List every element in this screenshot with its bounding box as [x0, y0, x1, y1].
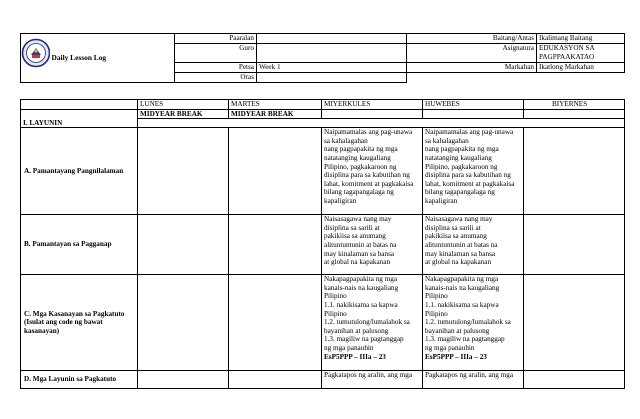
cell-fri-break: [524, 109, 625, 119]
time-value[interactable]: [257, 73, 407, 83]
subject-label: Asignatura: [407, 44, 537, 63]
cell-b-tue[interactable]: [229, 215, 322, 275]
midyear-break-mon: MIDYEAR BREAK: [138, 109, 229, 119]
time-label: Oras: [175, 73, 257, 83]
quarter-label: Markahan: [407, 63, 537, 73]
section-title-span: [138, 119, 625, 128]
cell-d-tue[interactable]: [229, 371, 322, 389]
competency-code: EsP5PPP – IIIa – 23: [425, 352, 487, 361]
quarter-value[interactable]: Ikatlong Markahan: [537, 63, 625, 73]
row-label-c: C. Mga Kasanayan sa Pagkatuto (Isulat ang code ng bawat kasanayan): [21, 275, 138, 371]
cell-b-mon[interactable]: [138, 215, 229, 275]
corner-cell: [21, 100, 138, 110]
cell-c-wed[interactable]: Nakapagpapakita ng mga kanais-nais na kaugaliang Pilipino 1.1. nakikisama sa kapwa Pilipino 1.2. tumutulong/lumalahok sa bayanihan at palusong 1.3. magiliw na pagtanggap ng mga panauhin EsP5PPP – IIIa – 23: [322, 275, 423, 371]
cell-a-mon[interactable]: [138, 128, 229, 215]
cell-a-thu[interactable]: Naipamamalas ang pag-unawa sa kahalagahan nang pagpapakita ng mga natatanging kaugaliang Pilipino, pagkakaroon ng disiplina para sa kabutihan ng lahat, komitment at pagkakaisa bilang tagapangalaga ng kapaligiran: [423, 128, 524, 215]
cell-b-fri[interactable]: [524, 215, 625, 275]
date-label: Petsa: [175, 63, 257, 73]
cell-d-mon[interactable]: [138, 371, 229, 389]
cell-b-thu[interactable]: Naisasagawa nang may disiplina sa sarili at pakikiisa sa anumang alituntuntunin at batas na may kinalaman sa bansa at global na kapakanan: [423, 215, 524, 275]
day-header-tue: MARTES: [229, 100, 322, 110]
deped-seal-icon: [21, 34, 50, 72]
cell-d-fri[interactable]: [524, 371, 625, 389]
day-header-thu: HUWEBES: [423, 100, 524, 110]
deped-seal: [21, 34, 50, 83]
cell-a-wed[interactable]: Naipamamalas ang pag-unawa sa kahalagahan nang pagpapakita ng mga natatanging kaugaliang Pilipino, pagkakaroon ng disiplina para sa kabutihan ng lahat, komitment at pagkakaisa bilang tagapangalaga ng kapaligiran: [322, 128, 423, 215]
cell-c-thu[interactable]: Nakapagpapakita ng mga kanais-nais na kaugaliang Pilipino 1.1. nakikisama sa kapwa Pilipino 1.2. tumutulong/lumalahok sa bayanihan at palusong 1.3. magiliw na pagtanggap ng mga panauhin EsP5PPP – IIIa – 23: [423, 275, 524, 371]
cell-c-tue[interactable]: [229, 275, 322, 371]
row-label-d: D. Mga Layunin sa Pagkatuto: [21, 371, 138, 389]
school-label: Paaralan: [175, 34, 257, 44]
section-title-cell: [21, 109, 138, 119]
cell-d-thu[interactable]: Pagkatapos ng aralin, ang mga: [423, 371, 524, 389]
lesson-log-table: [20, 99, 625, 389]
cell-c-fri[interactable]: [524, 275, 625, 371]
grade-value[interactable]: Ikalimang Baitang: [537, 34, 625, 44]
section-title: I. LAYUNIN: [21, 119, 138, 128]
cell-c-mon[interactable]: [138, 275, 229, 371]
header-table: [20, 33, 625, 83]
subject-value[interactable]: EDUKASYON SA PAGPPAAKATAO: [537, 44, 625, 63]
cell-wed-break: [322, 109, 423, 119]
day-header-wed: MIYERKULES: [322, 100, 423, 110]
row-label-b: B. Pamantayan sa Pagganap: [21, 215, 138, 275]
school-value[interactable]: [257, 34, 407, 44]
empty-cell: [537, 73, 625, 83]
dll-title: Daily Lesson Log: [51, 52, 107, 62]
teacher-label: Guro: [175, 44, 257, 63]
midyear-break-tue: MIDYEAR BREAK: [229, 109, 322, 119]
day-header-mon: LUNES: [138, 100, 229, 110]
cell-thu-break: [423, 109, 524, 119]
cell-b-wed[interactable]: Naisasagawa nang may disiplina sa sarili at pakikiisa sa anumang alituntuntunin at batas na may kinalaman sa bansa at global na kapakanan: [322, 215, 423, 275]
cell-a-fri[interactable]: [524, 128, 625, 215]
empty-cell: [407, 73, 537, 83]
row-label-a: A. Pamantayang Pangnilalaman: [21, 128, 138, 215]
competency-code: EsP5PPP – IIIa – 23: [324, 352, 386, 361]
cell-d-wed[interactable]: Pagkatapos ng aralin, ang mga: [322, 371, 423, 389]
day-header-fri: BIYERNES: [524, 100, 625, 110]
grade-label: Baitang/Antas: [407, 34, 537, 44]
teacher-value[interactable]: [257, 44, 407, 63]
date-value[interactable]: Week 1: [257, 63, 407, 73]
cell-a-tue[interactable]: [229, 128, 322, 215]
dll-title-cell: [50, 34, 175, 83]
